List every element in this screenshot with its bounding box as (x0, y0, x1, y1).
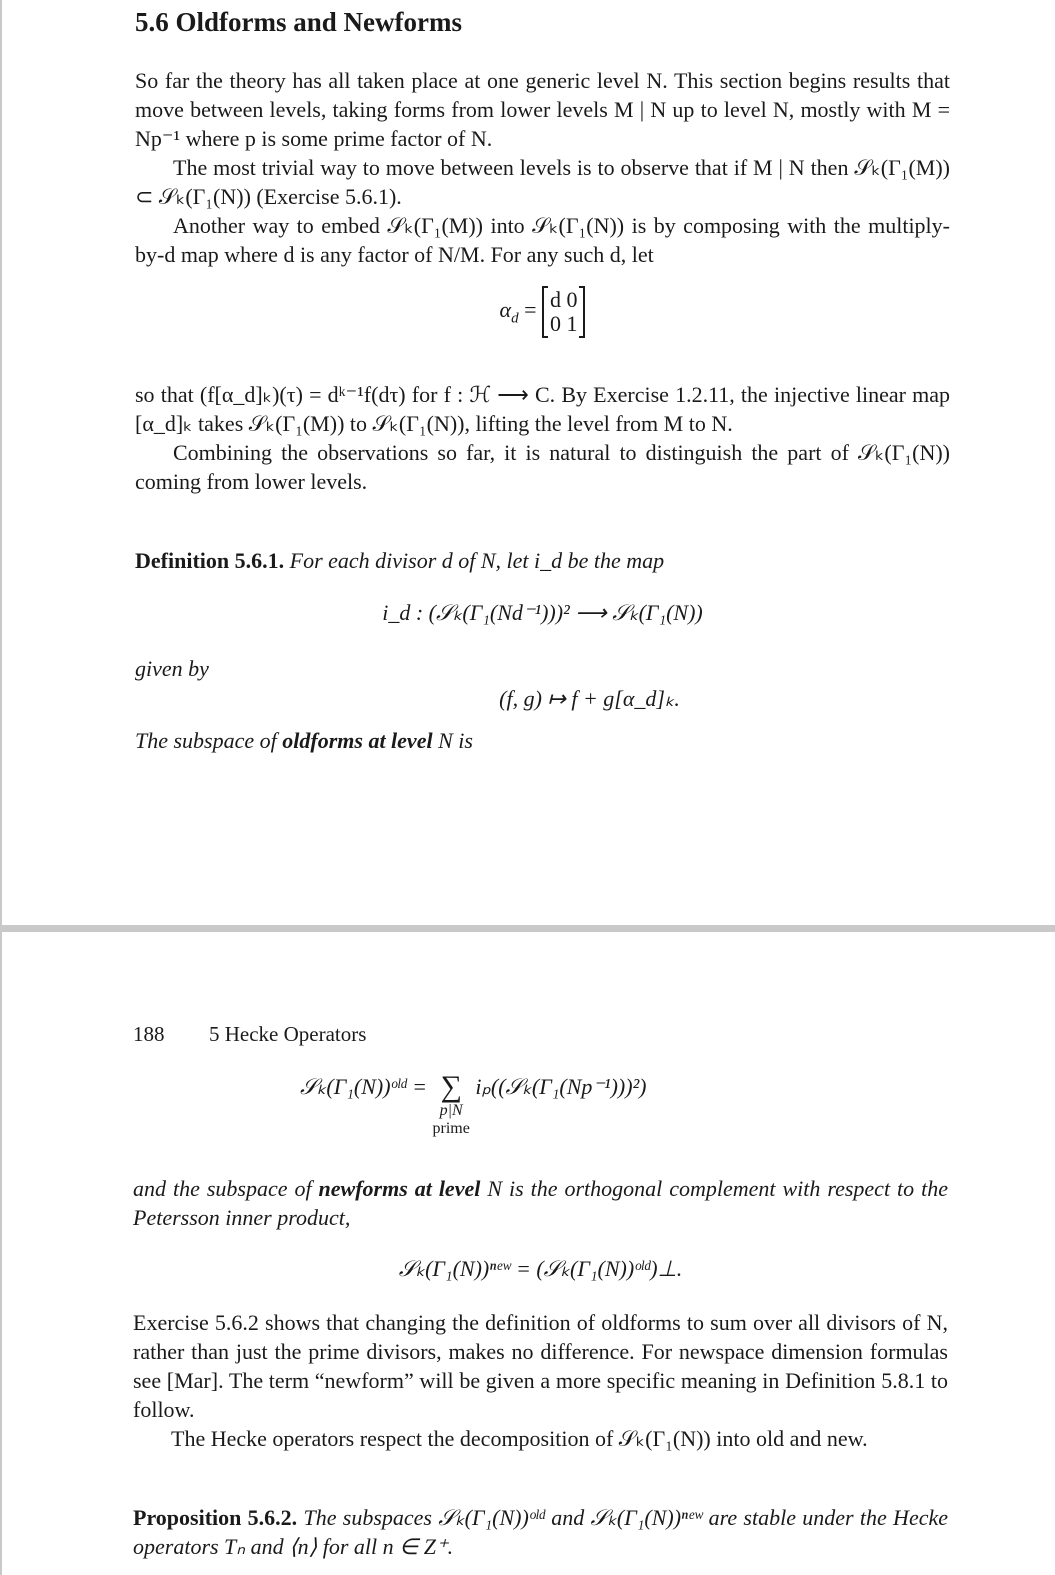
sum-symbol: ∑ (440, 1070, 462, 1103)
proposition-label: Proposition 5.6.2. (133, 1505, 298, 1530)
running-head (133, 1022, 366, 1047)
paragraph-intro: So far the theory has all taken place at one generic level N. This section begins results that move between levels, taking forms from lower levels M | N up to level N, mostly with M = Np⁻¹ where p is some prime factor of N. (135, 68, 950, 151)
newforms-formula: 𝒮ₖ(Γ₁(N))ⁿᵉʷ = (𝒮ₖ(Γ₁(N))ᵒˡᵈ)⊥. (398, 1256, 683, 1281)
page-separator (0, 925, 1055, 932)
definition-5-6-1 (135, 546, 950, 575)
definition-text: For each divisor d of N, let i_d be the map (284, 548, 665, 573)
running-title: 5 Hecke Operators (209, 1022, 367, 1046)
section-title: 5.6 Oldforms and Newforms (135, 7, 462, 37)
paragraph-lifting: so that (f[α_d]ₖ)(τ) = dᵏ⁻¹f(dτ) for f : ℋ ⟶ C. By Exercise 1.2.11, the injective linear map [α_d]ₖ takes 𝒮ₖ(Γ₁(M)) to 𝒮ₖ(Γ₁(N)), lifting the level from M to N. (135, 382, 950, 436)
exercise-text (133, 1308, 948, 1453)
lifting-text (135, 380, 950, 496)
intro-text (135, 66, 950, 269)
page-number: 188 (133, 1022, 165, 1046)
given-by: given by (135, 656, 209, 681)
paragraph-combining: Combining the observations so far, it is natural to distinguish the part of 𝒮ₖ(Γ₁(N)) coming from lower levels. (135, 440, 950, 494)
sum-block (433, 1072, 470, 1138)
equals-sign: = (524, 297, 537, 323)
oldforms-post: N is (432, 728, 473, 753)
matrix (542, 286, 586, 338)
newforms-term: newforms at level (318, 1176, 481, 1201)
paragraph-hecke: The Hecke operators respect the decomposition of 𝒮ₖ(Γ₁(N)) into old and new. (171, 1426, 868, 1451)
oldforms-rhs: iₚ((𝒮ₖ(Γ₁(Np⁻¹)))²) (475, 1074, 647, 1099)
matrix-row-2: 0 1 (549, 311, 578, 336)
paragraph-trivial-move: The most trivial way to move between levels is to observe that if M | N then 𝒮ₖ(Γ₁(M)) ⊂ 𝒮ₖ(Γ₁(N)) (Exercise 5.6.1). (135, 155, 950, 209)
newforms-pre: and the subspace of (133, 1176, 319, 1201)
proposition-5-6-2 (133, 1503, 948, 1561)
alpha-symbol: α (499, 297, 512, 323)
sum-subscript-divides: p|N (439, 1102, 463, 1119)
proposition-text: The subspaces 𝒮ₖ(Γ₁(N))ᵒˡᵈ and 𝒮ₖ(Γ₁(N))ⁿᵉʷ are stable under the Hecke operators Tₙ and ⟨n⟩ for all n ∈ Z⁺. (133, 1505, 949, 1559)
definition-label: Definition 5.6.1. (135, 548, 285, 573)
paragraph-embed: Another way to embed 𝒮ₖ(Γ₁(M)) into 𝒮ₖ(Γ₁(N)) is by composing with the multiply-by-d map where d is any factor of N/M. For any such d, let (135, 213, 950, 267)
sum-subscript-prime: prime (432, 1120, 470, 1137)
oldforms-lhs: 𝒮ₖ(Γ₁(N))ᵒˡᵈ = (300, 1074, 427, 1099)
oldforms-term: oldforms at level (282, 728, 433, 753)
definition-map: i_d : (𝒮ₖ(Γ₁(Nd⁻¹)))² ⟶ 𝒮ₖ(Γ₁(N)) (382, 600, 703, 625)
definition-formula: (f, g) ↦ f + g[α_d]ₖ. (499, 686, 680, 711)
paragraph-exercise: Exercise 5.6.2 shows that changing the definition of oldforms to sum over all divisors of N, rather than just the prime divisors, makes no difference. For newspace dimension formulas see [Mar]. The term “newform” will be given a more specific meaning in Definition 5.8.1 to follow. (133, 1310, 948, 1422)
oldforms-pre: The subspace of (135, 728, 283, 753)
oldforms-intro (135, 726, 950, 755)
oldforms-formula (300, 1072, 800, 1138)
alpha-subscript: d (511, 310, 519, 327)
alpha-definition (135, 286, 950, 338)
newforms-definition (133, 1174, 948, 1232)
matrix-row-1: d 0 (549, 287, 578, 312)
newforms-post: N is the orthogonal complement with respect to the Petersson inner product, (133, 1176, 948, 1230)
